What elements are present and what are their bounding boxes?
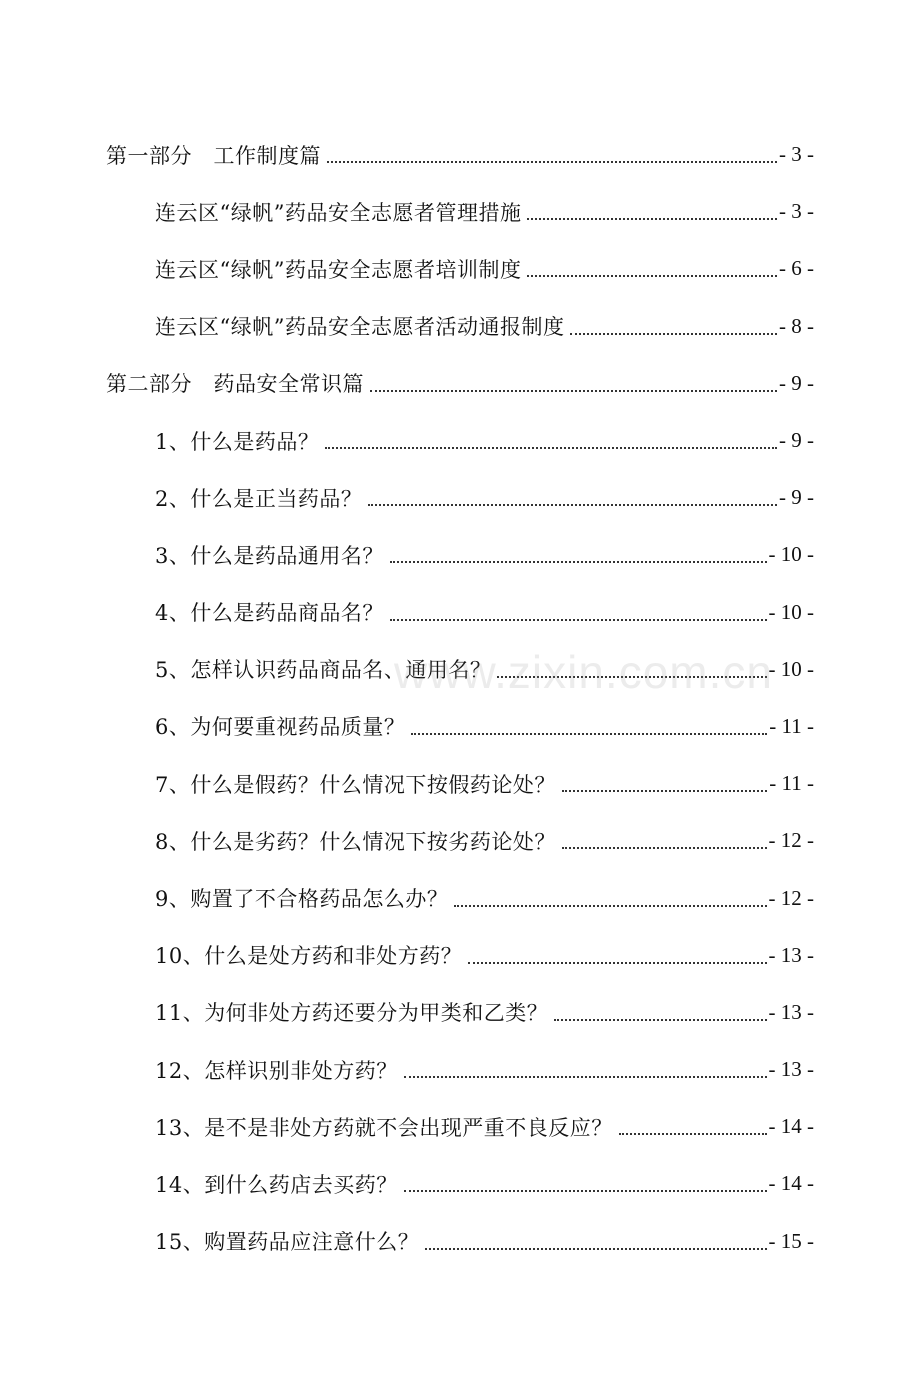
toc-entry-page: - 11 -	[769, 771, 814, 796]
table-of-contents	[0, 126, 920, 1270]
toc-entry-title: 3、什么是药品通用名？	[155, 543, 384, 568]
toc-entry-title: 10、什么是处方药和非处方药？	[155, 944, 463, 969]
toc-entry[interactable]	[0, 755, 920, 812]
toc-dot-leader	[562, 769, 767, 792]
toc-dot-leader	[390, 598, 767, 621]
toc-dot-leader	[497, 655, 766, 678]
toc-entry-title: 14、到什么药店去买药？	[155, 1172, 398, 1197]
toc-entry-title: 4、什么是药品商品名？	[155, 601, 384, 626]
toc-entry-page: - 10 -	[768, 656, 814, 681]
toc-dot-leader	[404, 1169, 767, 1192]
toc-dot-leader	[527, 197, 777, 220]
toc-dot-leader	[468, 941, 766, 964]
toc-entry[interactable]	[0, 355, 920, 412]
watermark: www.zixin.com.cn	[394, 646, 773, 698]
toc-dot-leader	[562, 826, 767, 849]
toc-dot-leader	[368, 483, 777, 506]
toc-entry-page: - 9 -	[779, 428, 814, 453]
toc-entry-title: 9、购置了不合格药品怎么办？	[155, 887, 449, 912]
toc-entry-title: 12、怎样识别非处方药？	[155, 1058, 398, 1083]
toc-entry-page: - 6 -	[779, 256, 814, 281]
toc-entry-title: 5、怎样认识药品商品名、通用名？	[155, 658, 492, 683]
toc-entry-page: - 13 -	[768, 1057, 814, 1082]
toc-dot-leader	[325, 426, 777, 449]
toc-entry[interactable]	[0, 1213, 920, 1270]
toc-entry[interactable]	[0, 1041, 920, 1098]
toc-dot-leader	[527, 254, 777, 277]
toc-entry[interactable]	[0, 126, 920, 183]
toc-entry-title: 7、什么是假药？什么情况下按假药论处？	[155, 772, 556, 797]
toc-entry-title: 6、为何要重视药品质量？	[155, 715, 406, 740]
toc-entry-page: - 13 -	[768, 999, 814, 1024]
toc-dot-leader	[390, 540, 767, 563]
toc-entry-page: - 14 -	[768, 1171, 814, 1196]
toc-entry[interactable]	[0, 584, 920, 641]
toc-entry-page: - 13 -	[768, 942, 814, 967]
toc-entry-page: - 8 -	[779, 313, 814, 338]
toc-entry[interactable]	[0, 927, 920, 984]
toc-entry[interactable]	[0, 812, 920, 869]
toc-entry-title: 2、什么是正当药品？	[155, 486, 363, 511]
toc-dot-leader	[327, 140, 777, 163]
toc-entry-title: 1、什么是药品？	[155, 429, 320, 454]
toc-entry[interactable]	[0, 183, 920, 240]
toc-entry-page: - 12 -	[768, 885, 814, 910]
toc-entry[interactable]	[0, 240, 920, 297]
toc-entry-title: 15、购置药品应注意什么？	[155, 1230, 420, 1255]
toc-entry[interactable]	[0, 412, 920, 469]
toc-dot-leader	[570, 312, 777, 335]
toc-entry-page: - 3 -	[779, 142, 814, 167]
toc-entry[interactable]	[0, 469, 920, 526]
toc-entry-title: 连云区“绿帆”药品安全志愿者管理措施	[155, 200, 522, 225]
toc-dot-leader	[619, 1112, 767, 1135]
toc-entry-title: 11、为何非处方药还要分为甲类和乙类？	[155, 1001, 549, 1026]
toc-dot-leader	[370, 369, 777, 392]
toc-entry-title: 13、是不是非处方药就不会出现严重不良反应？	[155, 1115, 613, 1140]
toc-entry-title: 第二部分 药品安全常识篇	[106, 372, 364, 397]
toc-entry[interactable]	[0, 298, 920, 355]
toc-entry-title: 连云区“绿帆”药品安全志愿者培训制度	[155, 257, 522, 282]
toc-dot-leader	[411, 712, 767, 735]
toc-entry[interactable]	[0, 869, 920, 926]
toc-entry[interactable]	[0, 641, 920, 698]
toc-entry-page: - 9 -	[779, 485, 814, 510]
toc-entry[interactable]	[0, 698, 920, 755]
toc-entry-page: - 3 -	[779, 199, 814, 224]
toc-entry-page: - 9 -	[779, 370, 814, 395]
toc-entry[interactable]	[0, 1155, 920, 1212]
toc-entry-page: - 10 -	[768, 542, 814, 567]
toc-dot-leader	[425, 1227, 766, 1250]
toc-dot-leader	[554, 998, 766, 1021]
toc-entry-title: 第一部分 工作制度篇	[106, 143, 321, 168]
toc-dot-leader	[454, 884, 766, 907]
toc-entry-title: 8、什么是劣药？什么情况下按劣药论处？	[155, 829, 556, 854]
toc-entry-page: - 11 -	[769, 713, 814, 738]
toc-dot-leader	[404, 1055, 767, 1078]
toc-entry-title: 连云区“绿帆”药品安全志愿者活动通报制度	[155, 315, 565, 340]
toc-entry-page: - 10 -	[768, 599, 814, 624]
toc-entry[interactable]	[0, 984, 920, 1041]
toc-entry-page: - 15 -	[768, 1228, 814, 1253]
toc-entry-page: - 14 -	[768, 1114, 814, 1139]
toc-entry[interactable]	[0, 526, 920, 583]
toc-entry[interactable]	[0, 1098, 920, 1155]
toc-entry-page: - 12 -	[768, 828, 814, 853]
